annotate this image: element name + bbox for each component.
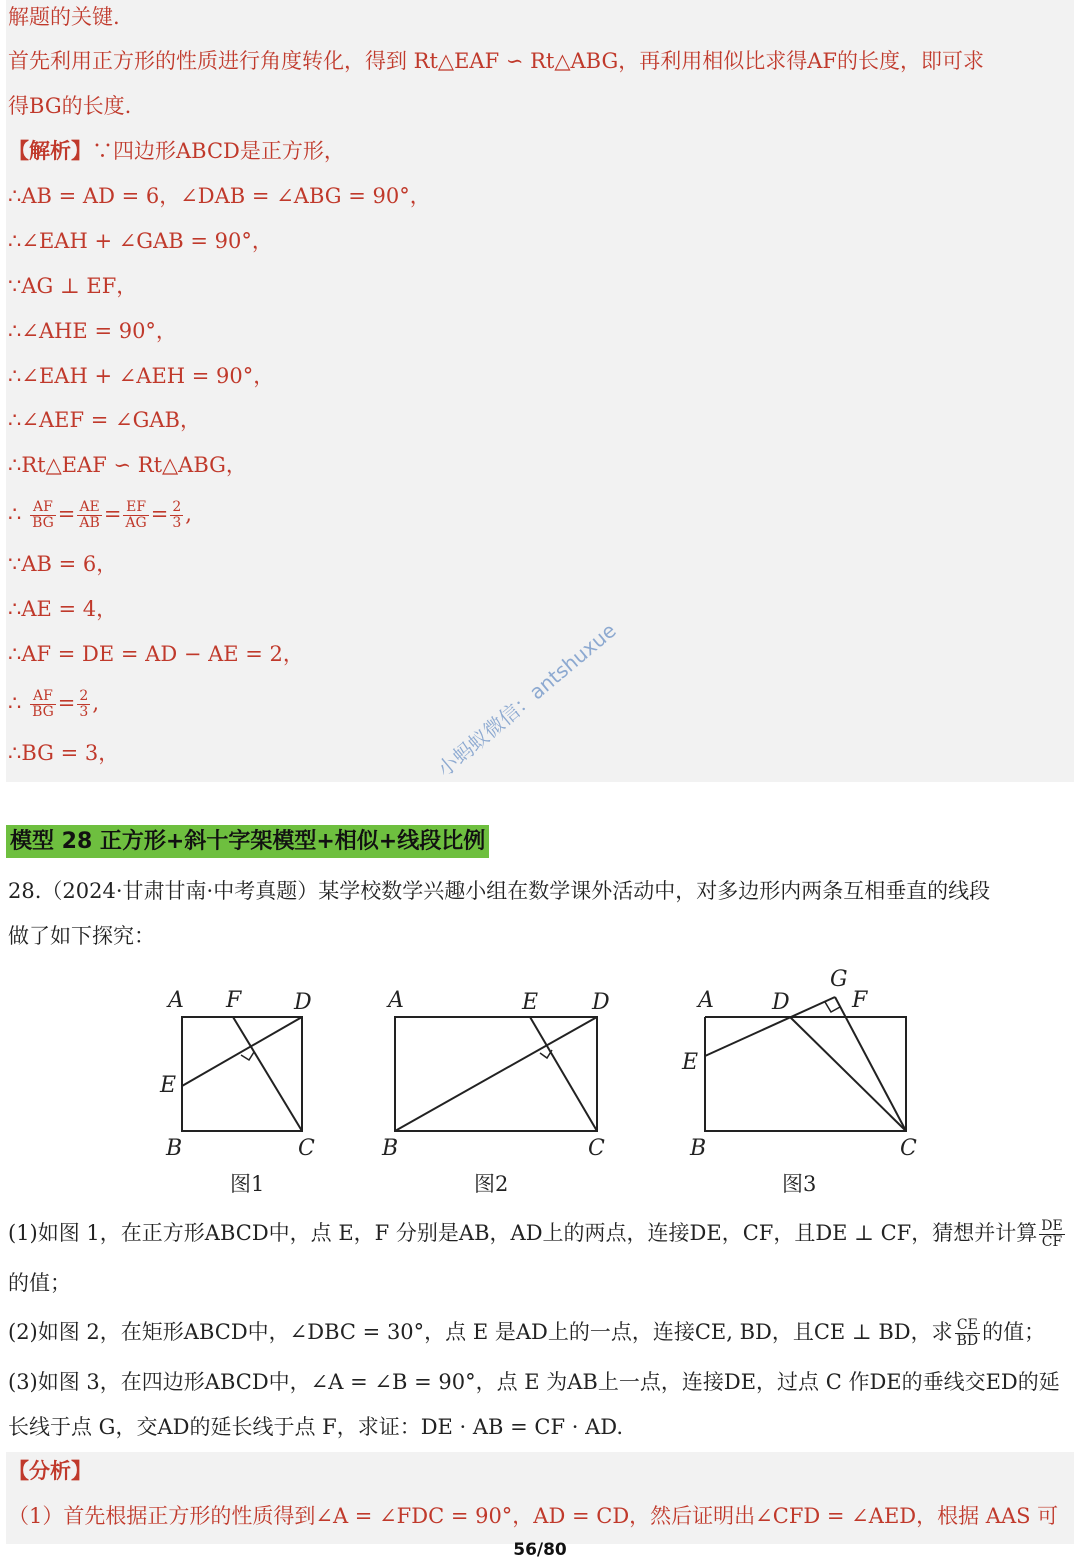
fig3-line-eg [705,997,835,1056]
fig1-line-cf [233,1017,302,1131]
solution-line-10: ∴∠AEF = ∠GAB， [8,408,201,432]
figure-1 [158,962,318,1166]
therefore-symbol-2: ∴ [8,691,22,715]
figure-1-caption: 图1 [230,1172,265,1196]
fig3-label-d: D [772,990,790,1015]
question-2-end: 的值； [982,1320,1046,1344]
fraction-af-bg: $\frac{AF}{BG}$ [32,499,54,531]
fraction-2-3-b: $\frac{2}{3}$ [79,688,89,720]
fraction-af-bg-2: $\frac{AF}{BG}$ [32,688,54,720]
fraction-ae-ab: $\frac{AE}{AB}$ [79,499,100,531]
fig2-label-a: A [388,988,404,1013]
therefore-symbol: ∴ [8,502,22,526]
fig3-label-e: E [682,1050,699,1075]
solution-line-4 [8,136,345,166]
fraction-ef-ag: $\frac{EF}{AG}$ [125,499,147,531]
question-2-text: (2)如图 2，在矩形ABCD中，∠DBC = 30°，点 E 是AD上的一点，连接CE, BD，且CE ⊥ BD，求 [8,1320,953,1344]
fig2-line-ce [530,1017,597,1131]
analysis-label [8,1456,92,1486]
fig1-line-de [182,1017,302,1086]
fig1-right-angle [241,1052,254,1060]
fig1-label-a: A [168,988,184,1013]
fig3-label-c: C [900,1136,917,1161]
figure-3-caption: 图3 [782,1172,817,1196]
figure-2-diagram [380,962,620,1162]
solution-line-13: ∵AB = 6， [8,552,118,576]
solution-line-6: ∴∠EAH + ∠GAB = 90°， [8,229,273,253]
fig1-label-f: F [226,988,242,1013]
solution-line-1: 解题的关键. [8,5,120,29]
solution-line-11: ∴Rt△EAF ∽ Rt△ABG， [8,453,247,477]
figure-2-caption: 图2 [474,1172,509,1196]
fig3-label-g: G [830,967,848,992]
fig2-label-e: E [522,990,539,1015]
fraction-2-3: $\frac{2}{3}$ [172,499,182,531]
figure-1-diagram [158,962,318,1162]
solution-line-2: 首先利用正方形的性质进行角度转化，得到 Rt△EAF ∽ Rt△ABG，再利用相似比求得AF的长度，即可求 [8,49,984,73]
solution-line-7: ∵AG ⊥ EF， [8,274,138,298]
figure-3 [680,962,930,1166]
solution-line-17: ∴BG = 3， [8,741,120,765]
fig2-line-bd [395,1017,597,1131]
fraction-ce-bd: $\frac{CE}{BD}$ [956,1317,979,1349]
fig1-label-e: E [160,1073,177,1098]
fig3-line-dc [790,1017,906,1131]
fig3-label-a: A [698,988,714,1013]
fig2-label-c: C [588,1136,605,1161]
solution-line-8: ∴∠AHE = 90°， [8,319,177,343]
solution-label: 【解析】 [8,138,92,163]
fig2-label-b: B [382,1136,399,1161]
fig3-label-b: B [690,1136,707,1161]
solution-line-5: ∴AB = AD = 6，∠DAB = ∠ABG = 90°， [8,184,431,208]
watermark: 小蚂蚁微信：antshuxue [432,618,621,782]
analysis-label-text: 【分析】 [8,1458,92,1483]
question-3-line-1: (3)如图 3，在四边形ABCD中，∠A = ∠B = 90°，点 E 为AB上一点，连接DE，过点 C 作DE的垂线交ED的延 [8,1370,1060,1394]
fig1-square [182,1017,302,1131]
fig3-label-f: F [852,988,868,1013]
solution-line-3: 得BG的长度. [8,94,132,118]
fig2-label-d: D [592,990,610,1015]
problem-intro-1: 28.（2024·甘肃甘南·中考真题）某学校数学兴趣小组在数学课外活动中，对多边形内两条互相垂直的线段 [8,879,991,903]
question-2 [8,1317,1045,1349]
solution-line-4-text: ∵四边形ABCD是正方形， [92,139,345,163]
solution-line-9: ∴∠EAH + ∠AEH = 90°， [8,364,275,388]
analysis-line-1: （1）首先根据正方形的性质得到∠A = ∠FDC = 90°，AD = CD，然后证明出∠CFD = ∠AED，根据 AAS 可 [8,1504,1059,1528]
fig1-label-d: D [294,990,312,1015]
question-3-line-2: 长线于点 G，交AD的延长线于点 F，求证：DE · AB = CF · AD. [8,1415,624,1439]
question-1-end: 的值； [8,1271,71,1295]
page-number: 56/80 [513,1540,567,1560]
figure-2 [380,962,620,1166]
section-heading: 模型 28 正方形+斜十字架模型+相似+线段比例 [6,825,489,858]
solution-line-15: ∴AF = DE = AD − AE = 2， [8,642,304,666]
fig1-label-b: B [166,1136,183,1161]
question-1-text: (1)如图 1，在正方形ABCD中，点 E，F 分别是AB，AD上的两点，连接DE，CF，且DE ⊥ CF，猜想并计算 [8,1221,1038,1245]
solution-line-16: ∴ $\frac{AF}{BG}$ = $\frac{2}{3}$ , [8,688,100,720]
question-1 [8,1218,1067,1250]
problem-intro-2: 做了如下探究： [8,924,155,948]
fig1-label-c: C [298,1136,315,1161]
figure-3-diagram [680,962,930,1162]
fraction-de-cf: $\frac{DE}{CF}$ [1041,1218,1063,1250]
solution-line-14: ∴AE = 4， [8,597,118,621]
solution-line-12: ∴ $\frac{AF}{BG}$ = $\frac{AE}{AB}$ = $\frac{EF}{AG}$ = $\frac{2}{3}$ , [8,499,192,531]
